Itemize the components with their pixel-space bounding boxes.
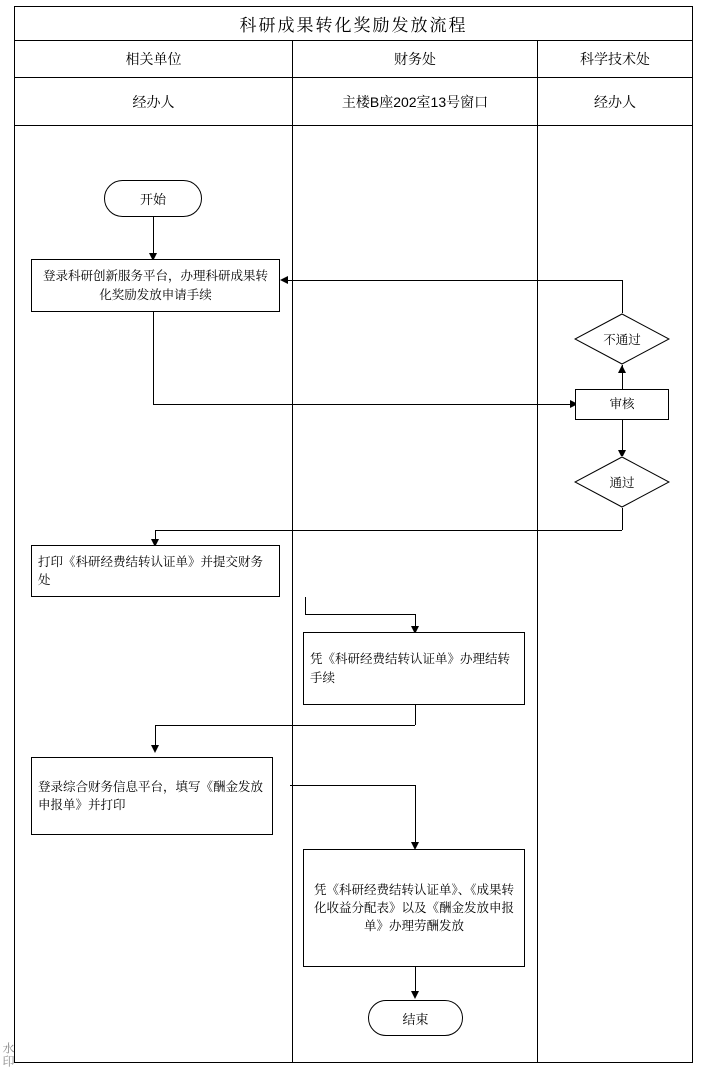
role-cell-3: 经办人 bbox=[537, 78, 692, 125]
connector-print-right bbox=[305, 614, 415, 615]
page-title: 科研成果转化奖励发放流程 bbox=[15, 7, 692, 41]
connector-transfer-down bbox=[415, 705, 416, 725]
connector-apply-to-review bbox=[153, 404, 575, 405]
connector-start-apply bbox=[153, 217, 154, 257]
step-fill-form: 登录综合财务信息平台，填写《酬金发放申报单》并打印 bbox=[31, 757, 273, 835]
arrowhead-review-to-fail bbox=[618, 365, 626, 373]
connector-fillform-down bbox=[415, 785, 416, 847]
watermark-text: 水印 bbox=[1, 1042, 15, 1068]
department-cell-2: 财务处 bbox=[292, 41, 537, 77]
role-header-row bbox=[15, 78, 692, 126]
department-cell-3: 科学技术处 bbox=[537, 41, 692, 77]
arrowhead-transfer-to-fillform bbox=[151, 745, 159, 753]
arrowhead-fail-to-apply bbox=[280, 276, 288, 284]
decision-pass-label: 通过 bbox=[609, 476, 635, 490]
decision-review: 审核 bbox=[575, 389, 669, 420]
department-header-row bbox=[15, 41, 692, 78]
connector-fail-to-apply bbox=[284, 280, 622, 281]
connector-fail-down bbox=[622, 280, 623, 314]
connector-pass-left bbox=[155, 530, 622, 531]
connector-transfer-left bbox=[155, 725, 415, 726]
role-cell-2: 主楼B座202室13号窗口 bbox=[292, 78, 537, 125]
step-handle-transfer: 凭《科研经费结转认证单》办理结转手续 bbox=[303, 632, 525, 705]
arrowhead-pay-end bbox=[411, 991, 419, 999]
end-terminator: 结束 bbox=[368, 1000, 463, 1036]
connector-apply-down bbox=[153, 312, 154, 404]
connector-pass-down bbox=[622, 508, 623, 530]
lane-divider-1 bbox=[292, 126, 293, 1063]
step-pay: 凭《科研经费结转认证单》、《成果转化收益分配表》以及《酬金发放申报单》办理劳酬发放 bbox=[303, 849, 525, 967]
start-terminator: 开始 bbox=[104, 180, 202, 217]
decision-pass bbox=[574, 456, 670, 508]
connector-transfer-to-fillform bbox=[155, 725, 156, 747]
step-print-cert: 打印《科研经费结转认证单》并提交财务处 bbox=[31, 545, 280, 597]
step-apply: 登录科研创新服务平台，办理科研成果转化奖励发放申请手续 bbox=[31, 259, 280, 312]
decision-fail-label: 不通过 bbox=[603, 333, 641, 347]
role-cell-1: 经办人 bbox=[132, 93, 175, 110]
department-cell-1: 相关单位 bbox=[125, 51, 182, 67]
lane-divider-2 bbox=[537, 126, 538, 1063]
connector-fillform-right bbox=[290, 785, 415, 786]
connector-print-down bbox=[305, 597, 306, 614]
decision-fail bbox=[574, 313, 670, 365]
